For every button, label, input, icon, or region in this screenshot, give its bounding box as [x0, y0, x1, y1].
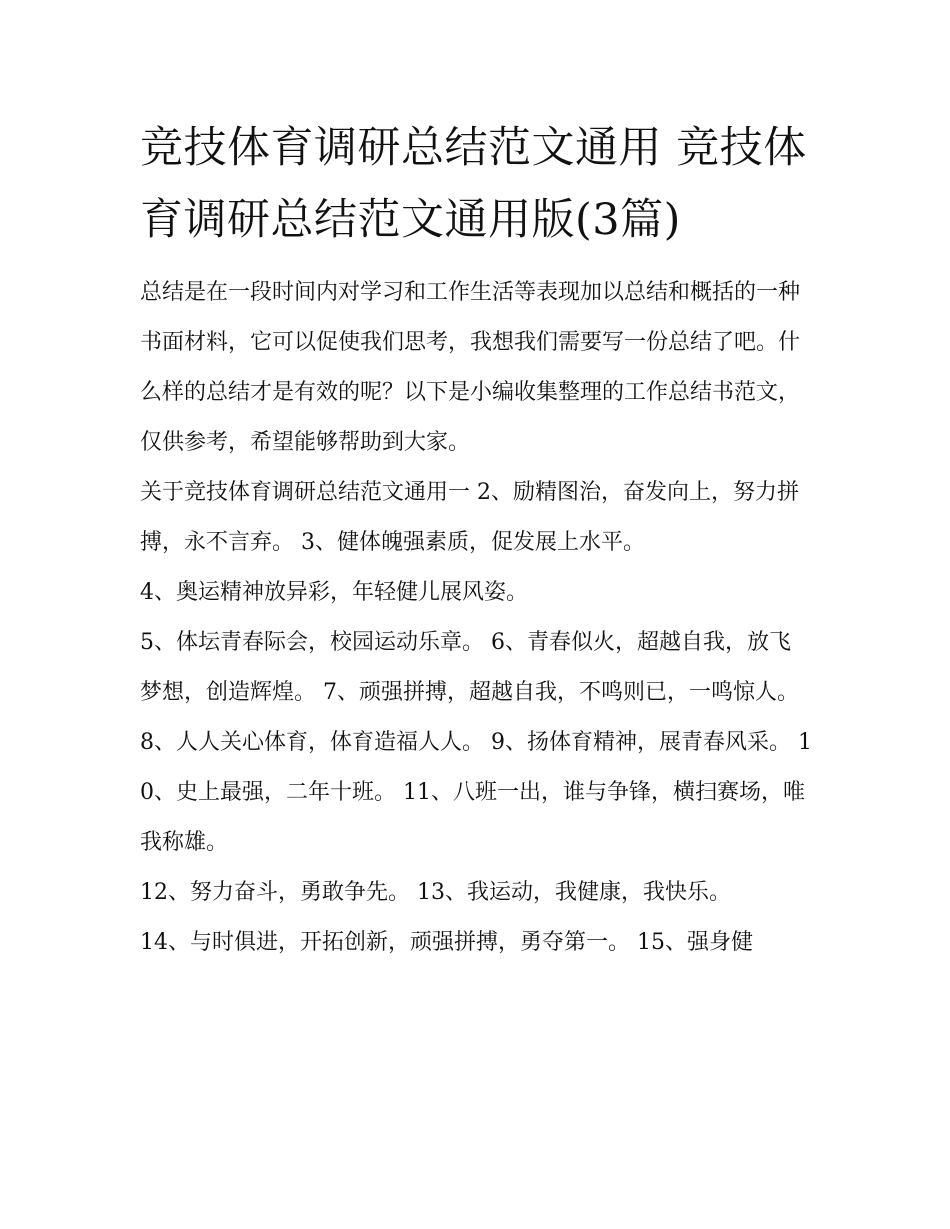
- slogan-paragraph-5: 12、努力奋斗，勇敢争先。 13、我运动，我健康，我快乐。: [140, 880, 731, 905]
- slogan-paragraph-3: 5、体坛青春际会，校园运动乐章。 6、青春似火，超越自我，放飞梦想，创造辉煌。 7、顽强拼搏，超越自我，不鸣则已，一鸣惊人。: [140, 630, 799, 705]
- document-body: [140, 268, 820, 968]
- slogan-paragraph-2: 4、奥运精神放异彩，年轻健儿展风姿。: [140, 580, 528, 605]
- document-content: [140, 112, 820, 968]
- intro-paragraph: 总结是在一段时间内对学习和工作生活等表现加以总结和概括的一种书面材料，它可以促使我们思考，我想我们需要写一份总结了吧。什么样的总结才是有效的呢？以下是小编收集整理的工作总结书范文，仅供参考，希望能够帮助到大家。: [140, 280, 801, 455]
- slogan-paragraph-6: 14、与时俱进，开拓创新，顽强拼搏，勇夺第一。 15、强身健: [140, 930, 753, 955]
- slogan-paragraph-4: 8、人人关心体育，体育造福人人。 9、扬体育精神，展青春风采。 10、史上最强，二年十班。 11、八班一出，谁与争锋，横扫赛场，唯我称雄。: [140, 730, 812, 855]
- document-title: 竞技体育调研总结范文通用 竞技体育调研总结范文通用版(3篇): [140, 123, 807, 245]
- slogan-paragraph-1: 关于竞技体育调研总结范文通用一 2、励精图治，奋发向上，努力拼搏，永不言弃。 3、健体魄强素质，促发展上水平。: [140, 480, 799, 555]
